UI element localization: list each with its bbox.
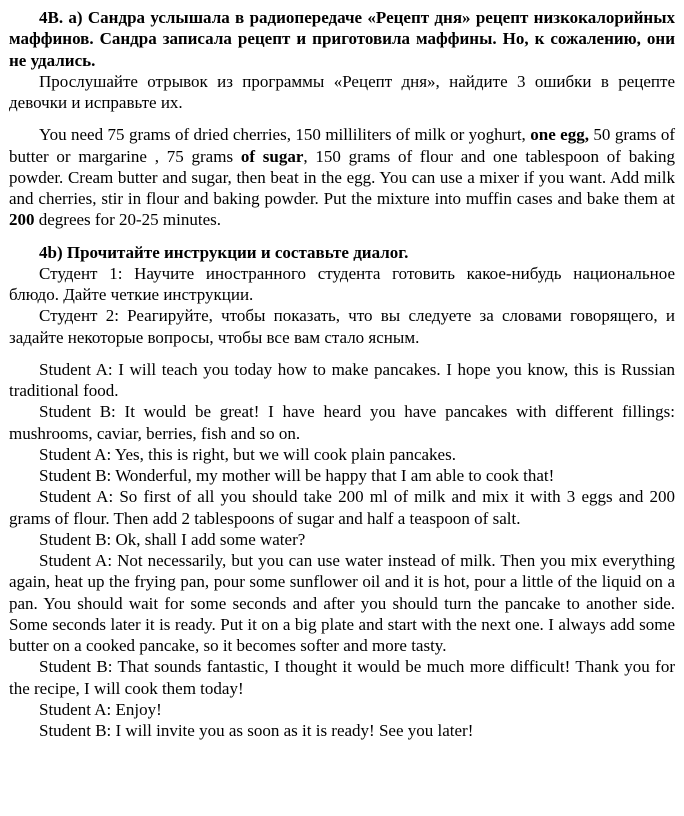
recipe-text-run-0: You need 75 grams of dried cherries, 150 milliliters of milk or yoghurt, bbox=[39, 125, 531, 145]
dialog-line-7 bbox=[9, 550, 675, 656]
task-4a-instruction-run-0: Прослушайте отрывок из программы «Рецепт дня», найдите 3 ошибки в рецепте девочки и исправьте их. bbox=[9, 71, 675, 112]
task-4a-instruction bbox=[9, 71, 675, 114]
dialog-line-9 bbox=[9, 699, 675, 720]
student1-instruction bbox=[9, 263, 675, 306]
dialog-line-5 bbox=[9, 486, 675, 529]
dialog-line-2 bbox=[9, 401, 675, 444]
task-4a-heading-run-0: 4В. а) Сандра услышала в радиопередаче «Рецепт дня» рецепт низкокалорийных маффинов. Сандра записала рецепт и приготовила маффины. Но, к сожалению, они не удались. bbox=[9, 8, 675, 70]
dialog-line-6-run-0: Student B: Ok, shall I add some water? bbox=[39, 529, 306, 549]
recipe-text-run-3: of sugar bbox=[240, 146, 304, 166]
dialog-line-5-run-0: Student A: So first of all you should take 200 ml of milk and mix it with 3 eggs and 200 grams of flour. Then add 2 tablespoons of sugar and half a teaspoon of salt. bbox=[9, 487, 675, 528]
student2-instruction-run-0: Студент 2: Реагируйте, чтобы показать, что вы следуете за словами говорящего, и задайте некоторые вопросы, чтобы все вам стало ясным. bbox=[9, 306, 675, 347]
task-4b-heading bbox=[9, 242, 675, 263]
dialog-line-4 bbox=[9, 465, 675, 486]
task-4b-heading-run-0: 4b) Прочитайте инструкции и составьте диалог. bbox=[39, 242, 409, 262]
dialog-line-6 bbox=[9, 529, 675, 550]
dialog-line-1-run-0: Student A: I will teach you today how to make pancakes. I hope you know, this is Russian traditional food. bbox=[9, 359, 675, 400]
dialog-line-8 bbox=[9, 656, 675, 699]
recipe-text-run-5: 200 bbox=[9, 210, 35, 230]
dialog-line-9-run-0: Student A: Enjoy! bbox=[39, 699, 162, 719]
recipe-text-run-2: 50 grams of butter or margarine , 75 grams bbox=[9, 125, 675, 166]
student1-instruction-run-0: Студент 1: Научите иностранного студента готовить какое-нибудь национальное блюдо. Дайте четкие инструкции. bbox=[9, 263, 675, 304]
dialog-line-2-run-0: Student B: It would be great! I have heard you have pancakes with different fillings: mushrooms, caviar, berries, fish and so on. bbox=[9, 402, 675, 443]
dialog-line-3-run-0: Student A: Yes, this is right, but we will cook plain pancakes. bbox=[39, 444, 456, 464]
dialog-line-7-run-0: Student A: Not necessarily, but you can use water instead of milk. Then you mix everything again, heat up the frying pan, pour some sunflower oil and it is hot, pour a little of the liquid on a pan. You should wait for some seconds and after you should turn the pancake to another side. Some seconds later it is ready. Put it on a big plate and start with the next one. I always add some butter on a cooked pancake, so it becomes softer and more tasty. bbox=[9, 551, 675, 655]
recipe-text bbox=[9, 124, 675, 230]
dialog-line-3 bbox=[9, 444, 675, 465]
task-4a-heading bbox=[9, 7, 675, 71]
dialog-line-8-run-0: Student B: That sounds fantastic, I thought it would be much more difficult! Thank you for the recipe, I will cook them today! bbox=[9, 657, 675, 698]
student2-instruction bbox=[9, 305, 675, 348]
text-content bbox=[9, 7, 675, 741]
dialog-line-10 bbox=[9, 720, 675, 741]
dialog-line-10-run-0: Student B: I will invite you as soon as it is ready! See you later! bbox=[39, 721, 474, 740]
recipe-text-run-1: one egg, bbox=[530, 125, 589, 145]
recipe-text-run-4: , 150 grams of flour and one tablespoon of baking powder. Cream butter and sugar, then beat in the egg. You can use a mixer if you want. Add milk and cherries, stir in flour and baking powder. Put the mixture into muffin cases and bake them at bbox=[9, 146, 675, 208]
recipe-text-run-6: degrees for 20-25 minutes. bbox=[34, 210, 221, 230]
dialog-line-4-run-0: Student B: Wonderful, my mother will be happy that I am able to cook that! bbox=[39, 466, 555, 485]
dialog-line-1 bbox=[9, 359, 675, 402]
